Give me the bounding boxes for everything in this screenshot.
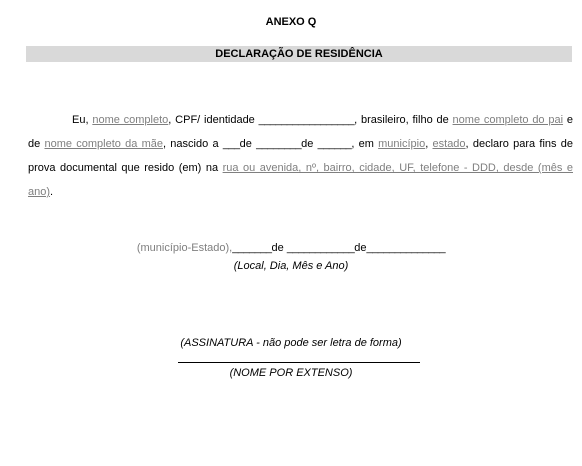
text-segment: , CPF/ identidade (168, 114, 259, 126)
signature-label: (ASSINATURA - não pode ser letra de forma) (180, 337, 402, 349)
text-segment: , em (351, 138, 379, 150)
placeholder-father-name: nome completo do pai (452, 114, 564, 126)
signature-name-caption: (NOME POR EXTENSO) (229, 367, 353, 379)
blank-year: ______ (317, 138, 352, 150)
document-title: DECLARAÇÃO DE RESIDÊNCIA (26, 46, 572, 62)
signature-line (178, 362, 420, 363)
text-segment: , (425, 138, 433, 150)
blank-place-day: _______ (232, 242, 272, 254)
text-segment: , brasileiro, filho de (354, 114, 453, 126)
text-segment: Eu, (72, 114, 93, 126)
placeholder-municipio-estado: (município-Estado), (136, 242, 233, 254)
placeholder-state: estado (432, 138, 466, 150)
place-date-line (0, 242, 582, 254)
text-segment: de (301, 138, 318, 150)
placeholder-mother-name: nome completo da mãe (44, 138, 163, 150)
text-segment: de (354, 242, 367, 254)
annex-label: ANEXO Q (265, 16, 317, 28)
blank-place-year: ______________ (366, 242, 446, 254)
text-segment: , declaro para fins de prova documental que resido (em) na (28, 138, 574, 174)
blank-id: _________________ (258, 114, 355, 126)
placeholder-address: rua ou avenida, nº, bairro, cidade, UF, telefone - DDD, desde (mês e ano) (28, 162, 573, 198)
text-segment: de (239, 138, 257, 150)
declaration-paragraph (28, 108, 573, 204)
text-segment: . (50, 186, 54, 198)
text-segment: e de (28, 114, 573, 150)
blank-place-month: ____________ (286, 242, 355, 254)
blank-month: ________ (256, 138, 302, 150)
text-segment: de (271, 242, 287, 254)
text-segment: , nascido a (163, 138, 223, 150)
blank-day: ___ (222, 138, 240, 150)
place-date-caption: (Local, Dia, Mês e Ano) (233, 260, 349, 272)
placeholder-city: município (378, 138, 426, 150)
placeholder-full-name: nome completo (92, 114, 169, 126)
